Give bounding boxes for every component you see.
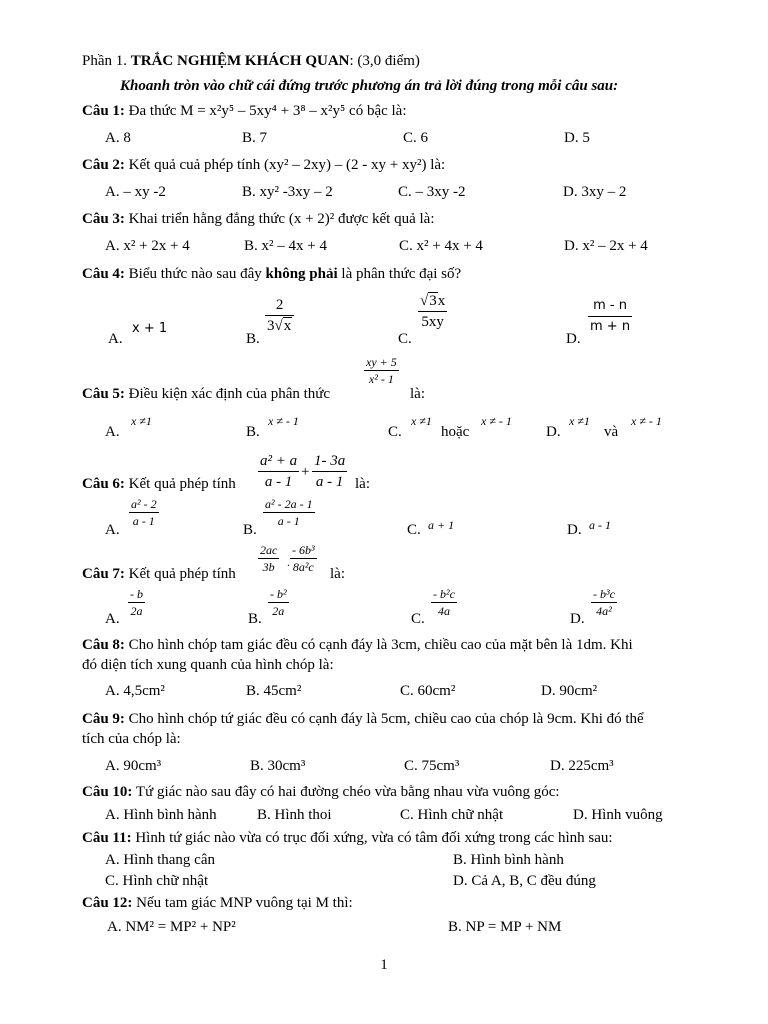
q12-option-a[interactable]: A. NM² = MP² + NP² <box>107 919 236 935</box>
q6-option-d-letter[interactable]: D. <box>567 522 582 538</box>
q5-option-d-letter[interactable]: D. <box>546 424 561 440</box>
q3-option-a[interactable]: A. x² + 2x + 4 <box>105 238 190 254</box>
q5-option-c-expr2[interactable]: x ≠ - 1 <box>481 414 512 428</box>
q7-fraction-2: - 6b³ 8a²c <box>292 543 315 574</box>
q5-tail: là: <box>410 386 425 402</box>
q6-option-a-fraction[interactable]: a² - 2 a - 1 <box>131 497 157 528</box>
q8-option-a[interactable]: A. 4,5cm² <box>105 683 165 699</box>
q2-option-b[interactable]: B. xy² -3xy – 2 <box>242 184 333 200</box>
q9-option-b[interactable]: B. 30cm³ <box>250 758 306 774</box>
question-4: Câu 4: Biểu thức nào sau đây không phải là phân thức đại số? <box>82 266 462 282</box>
q4-option-b-fraction[interactable]: 2 3√x <box>265 296 294 335</box>
question-8-cont: đó diện tích xung quanh của hình chóp là: <box>82 657 334 673</box>
q4-option-d-fraction[interactable]: m - n m + n <box>590 298 631 334</box>
q7-option-b-letter[interactable]: B. <box>248 611 262 627</box>
q3-option-b[interactable]: B. x² – 4x + 4 <box>244 238 327 254</box>
q5-option-c-letter[interactable]: C. <box>388 424 402 440</box>
q10-option-d[interactable]: D. Hình vuông <box>573 807 663 823</box>
q10-option-a[interactable]: A. Hình bình hành <box>105 807 217 823</box>
q6-option-b-fraction[interactable]: a² - 2a - 1 a - 1 <box>265 497 313 528</box>
page-number: 1 <box>380 957 388 973</box>
q4-option-a-expr[interactable]: x + 1 <box>132 321 168 336</box>
question-9-cont: tích của chóp là: <box>82 731 181 747</box>
question-10: Câu 10: Tứ giác nào sau đây có hai đường chéo vừa bằng nhau vừa vuông góc: <box>82 784 560 800</box>
q5-option-c-join: hoặc <box>441 424 470 440</box>
question-11: Câu 11: Hình tứ giác nào vừa có trục đối xứng, vừa có tâm đối xứng trong các hình sau: <box>82 830 613 846</box>
part-title: Phần 1. TRẮC NGHIỆM KHÁCH QUAN: (3,0 điểm) <box>82 53 420 69</box>
q1-option-c[interactable]: C. 6 <box>403 130 429 146</box>
q8-option-d[interactable]: D. 90cm² <box>541 683 598 699</box>
q1-option-b[interactable]: B. 7 <box>242 130 268 146</box>
q10-option-c[interactable]: C. Hình chữ nhật <box>400 807 504 823</box>
q7-option-c-fraction[interactable]: - b²c 4a <box>433 587 455 618</box>
q12-option-b[interactable]: B. NP = MP + NM <box>448 919 562 935</box>
q4-option-b-letter[interactable]: B. <box>246 331 260 347</box>
question-8: Câu 8: Cho hình chóp tam giác đều có cạnh đáy là 3cm, chiều cao của mặt bên là 1dm. Khi <box>82 637 633 653</box>
q6-option-a-letter[interactable]: A. <box>105 522 120 538</box>
q7-option-d-fraction[interactable]: - b³c 4a² <box>593 587 615 618</box>
q5-option-d-expr1[interactable]: x ≠1 <box>569 414 590 428</box>
q7-option-d-letter[interactable]: D. <box>570 611 585 627</box>
q3-option-d[interactable]: D. x² – 2x + 4 <box>564 238 648 254</box>
q2-option-c[interactable]: C. – 3xy -2 <box>398 184 466 200</box>
question-2: Câu 2: Kết quả cuả phép tính (xy² – 2xy) – (2 - xy + xy²) là: <box>82 157 446 173</box>
question-5: Câu 5: Điều kiện xác định của phân thức <box>82 386 331 402</box>
question-12: Câu 12: Nếu tam giác MNP vuông tại M thì: <box>82 895 353 911</box>
q5-option-b-expr[interactable]: x ≠ - 1 <box>268 414 299 428</box>
q8-option-c[interactable]: C. 60cm² <box>400 683 456 699</box>
question-9: Câu 9: Cho hình chóp tứ giác đều có cạnh đáy là 5cm, chiều cao của chóp là 9cm. Khi đó thể <box>82 711 644 727</box>
q1-option-a[interactable]: A. 8 <box>105 130 131 146</box>
q2-option-a[interactable]: A. – xy -2 <box>105 184 166 200</box>
q4-option-a-letter[interactable]: A. <box>108 331 123 347</box>
q4-option-c-fraction[interactable]: √3x 5xy <box>420 293 446 330</box>
q8-option-b[interactable]: B. 45cm² <box>246 683 302 699</box>
q9-option-a[interactable]: A. 90cm³ <box>105 758 162 774</box>
q5-option-c-expr1[interactable]: x ≠1 <box>411 414 432 428</box>
q5-option-d-expr2[interactable]: x ≠ - 1 <box>631 414 662 428</box>
q6-option-c-letter[interactable]: C. <box>407 522 421 538</box>
question-6: Câu 6: Kết quả phép tính <box>82 476 236 492</box>
q7-option-b-fraction[interactable]: - b² 2a <box>270 587 287 618</box>
q7-dot: . <box>287 555 290 569</box>
q6-fraction-2: 1- 3a a - 1 <box>314 453 346 490</box>
q5-option-a-letter[interactable]: A. <box>105 424 120 440</box>
q6-plus: + <box>301 464 310 480</box>
q2-option-d[interactable]: D. 3xy – 2 <box>563 184 627 200</box>
q6-fraction-1: a² + a a - 1 <box>260 453 298 490</box>
q10-option-b[interactable]: B. Hình thoi <box>257 807 332 823</box>
q7-tail: là: <box>330 566 345 582</box>
q5-option-b-letter[interactable]: B. <box>246 424 260 440</box>
q6-tail: là: <box>355 476 370 492</box>
q9-option-d[interactable]: D. 225cm³ <box>550 758 614 774</box>
q4-option-c-letter[interactable]: C. <box>398 331 412 347</box>
q1-option-d[interactable]: D. 5 <box>564 130 590 146</box>
question-1: Câu 1: Đa thức M = x²y⁵ – 5xy⁴ + 3⁸ – x²y⁵ có bậc là: <box>82 103 407 119</box>
question-3: Câu 3: Khai triển hằng đẳng thức (x + 2)² được kết quả là: <box>82 211 435 227</box>
q11-option-d[interactable]: D. Cả A, B, C đều đúng <box>453 873 596 889</box>
q7-option-a-letter[interactable]: A. <box>105 611 120 627</box>
q3-option-c[interactable]: C. x² + 4x + 4 <box>399 238 483 254</box>
q4-option-d-letter[interactable]: D. <box>566 331 581 347</box>
q7-fraction-1: 2ac 3b <box>260 543 278 574</box>
instruction: Khoanh tròn vào chữ cái đứng trước phương án trả lời đúng trong mỗi câu sau: <box>120 78 619 94</box>
q5-option-d-join: và <box>604 424 619 440</box>
q7-option-a-fraction[interactable]: - b 2a <box>130 587 143 618</box>
q6-option-c-expr[interactable]: a + 1 <box>428 518 455 532</box>
q9-option-c[interactable]: C. 75cm³ <box>404 758 460 774</box>
q5-option-a-expr[interactable]: x ≠1 <box>131 414 152 428</box>
q6-option-d-expr[interactable]: a - 1 <box>589 518 611 532</box>
q11-option-c[interactable]: C. Hình chữ nhật <box>105 873 209 889</box>
q6-option-b-letter[interactable]: B. <box>243 522 257 538</box>
q11-option-b[interactable]: B. Hình bình hành <box>453 852 564 868</box>
question-7: Câu 7: Kết quả phép tính <box>82 566 236 582</box>
q7-option-c-letter[interactable]: C. <box>411 611 425 627</box>
q5-fraction: xy + 5 x² - 1 <box>366 355 397 386</box>
q11-option-a[interactable]: A. Hình thang cân <box>105 852 215 868</box>
